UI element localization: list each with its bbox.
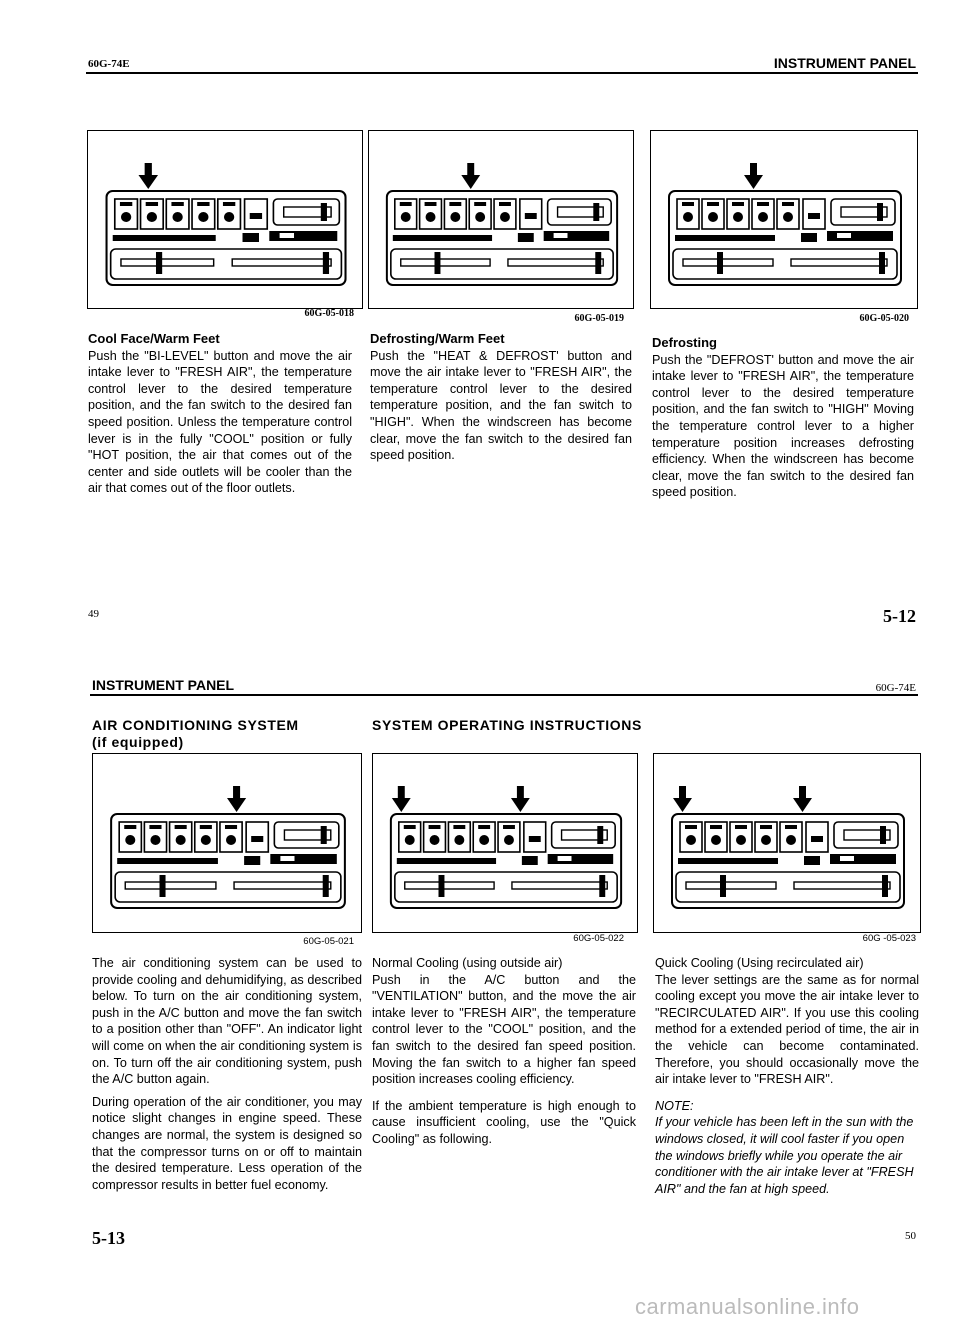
- mode-icon: [450, 212, 460, 222]
- scale-strip: [393, 235, 492, 241]
- off-label-mark: [280, 233, 294, 238]
- temp-lever-track: [121, 259, 214, 266]
- arrow-icon: [461, 175, 480, 189]
- mode-indicator: [404, 825, 416, 829]
- column-title: Defrosting/Warm Feet: [370, 331, 505, 346]
- fan-lever-knob: [323, 875, 329, 897]
- panel-group: [107, 163, 346, 285]
- mode-icon: [201, 835, 211, 845]
- arrow-icon: [227, 798, 246, 812]
- mode-indicator: [120, 202, 132, 206]
- page-number-right-top: 5-12: [883, 606, 916, 626]
- figure-caption: 60G-05-019: [574, 313, 624, 324]
- fan-lever-track: [794, 882, 890, 889]
- mode-indicator: [782, 202, 794, 206]
- panel-group: [669, 163, 901, 285]
- temp-lever-knob: [717, 252, 723, 274]
- panel-group: [391, 786, 621, 908]
- mode-icon: [405, 835, 415, 845]
- mode-indicator: [735, 825, 747, 829]
- column-text: Push the "DEFROST' button and move the air intake lever to "FRESH AIR", the temperature control lever to the desired temperature position, and the fan switch to "HIGH" Moving the temperature control lever to a higher temperature position increases defrosting efficiency. When the windscreen has become clear, move the fan switch to the desired fan speed position.: [652, 352, 914, 500]
- header-title-bottom: INSTRUMENT PANEL: [92, 677, 235, 693]
- mode-indicator: [682, 202, 694, 206]
- column-text: The air conditioning system can be used to provide cooling and dehumidifying, as described below. To turn on the air conditioning system, push in the A/C button and move the fan switch to a position other than "OFF". An indicator light will come on when the air conditioning system is on. To turn off the air conditioning system, push the A/C button again.: [92, 956, 362, 1087]
- mode-indicator: [225, 825, 237, 829]
- column-defrost-warm: [370, 331, 632, 464]
- intake-lever-knob: [321, 203, 327, 221]
- lever-panel: [673, 249, 897, 279]
- ac-label-mark: [811, 836, 823, 842]
- column-title: Cool Face/Warm Feet: [88, 331, 220, 346]
- intake-lever-knob: [593, 203, 599, 221]
- page-number-right-bottom: 50: [905, 1230, 916, 1242]
- mode-icon: [683, 212, 693, 222]
- fan-lever-track: [512, 882, 607, 889]
- section-title-line: AIR CONDITIONING SYSTEM: [92, 717, 299, 733]
- mode-indicator: [124, 825, 136, 829]
- off-label-mark: [558, 856, 572, 861]
- ac-label-mark: [529, 836, 541, 842]
- arrow-icon: [793, 798, 812, 812]
- arrow-stem: [398, 786, 405, 799]
- column-ac-description: [92, 955, 362, 1193]
- fan-scale: [544, 231, 610, 241]
- control-panel-illustration: [93, 754, 361, 932]
- column-quick-cooling: [655, 955, 919, 1197]
- mode-indicator: [175, 825, 187, 829]
- arrow-stem: [799, 786, 806, 799]
- mode-icon: [758, 212, 768, 222]
- mode-icon: [125, 835, 135, 845]
- temp-lever-track: [401, 259, 490, 266]
- doc-code-bottom: 60G-74E: [875, 682, 916, 694]
- mode-indicator: [503, 825, 515, 829]
- mode-icon: [454, 835, 464, 845]
- lever-panel: [115, 872, 341, 902]
- fan-lever-knob: [323, 252, 329, 274]
- fan-lever-track: [791, 259, 887, 266]
- off-label-mark: [837, 233, 851, 238]
- section-title-line: (if equipped): [92, 734, 184, 750]
- lever-panel: [111, 249, 342, 279]
- column-normal-cooling: [372, 955, 636, 1148]
- mode-indicator: [685, 825, 697, 829]
- control-panel-illustration: [373, 754, 637, 932]
- mode-icon: [475, 212, 485, 222]
- lever-panel: [676, 872, 900, 902]
- header-rule-bottom: [90, 694, 918, 696]
- scale-strip: [113, 235, 216, 241]
- mode-icon: [479, 835, 489, 845]
- figure-60g-05-023: [653, 753, 921, 933]
- fan-lever-track: [232, 259, 331, 266]
- control-panel-illustration: [654, 754, 920, 932]
- figure-60g-05-019: [368, 130, 634, 309]
- column-title: Defrosting: [652, 335, 717, 350]
- figure-60g-05-018: [87, 130, 363, 309]
- temp-lever-knob: [435, 252, 441, 274]
- off-label-mark: [840, 856, 854, 861]
- mode-indicator: [449, 202, 461, 206]
- figure-60g-05-021: [92, 753, 362, 933]
- mode-icon: [176, 835, 186, 845]
- watermark-footer: carmanualsonline.info: [635, 1294, 860, 1319]
- fan-lever-knob: [599, 875, 605, 897]
- arrow-stem: [517, 786, 524, 799]
- figure-caption: 60G-05-020: [859, 313, 909, 324]
- indicator-light: [518, 233, 534, 242]
- scale-strip: [678, 858, 778, 864]
- arrow-stem: [750, 163, 757, 176]
- ac-label-mark: [251, 836, 263, 842]
- figure-caption: 60G-05-018: [304, 308, 354, 319]
- arrow-stem: [467, 163, 474, 176]
- off-label-mark: [280, 856, 294, 861]
- panel-group: [672, 786, 904, 908]
- column-text: During operation of the air conditioner, you may notice slight changes in engine speed. These changes are normal, the system is designed so that the compressor turns on or off to maintain the desired temperature. Less operation of the compressor results in better fuel economy.: [92, 1094, 362, 1192]
- fan-scale: [548, 854, 614, 864]
- figure-caption: 60G -05-023: [862, 933, 916, 944]
- mode-icon: [786, 835, 796, 845]
- mode-icon: [426, 212, 436, 222]
- temp-lever-knob: [439, 875, 445, 897]
- mode-icon: [121, 212, 131, 222]
- column-cool-face: [88, 331, 352, 497]
- mode-indicator: [146, 202, 158, 206]
- ac-label-mark: [808, 213, 820, 219]
- mode-indicator: [710, 825, 722, 829]
- mode-indicator: [171, 202, 183, 206]
- indicator-light: [244, 856, 260, 865]
- mode-icon: [198, 212, 208, 222]
- mode-indicator: [499, 202, 511, 206]
- arrow-icon: [511, 798, 530, 812]
- column-text: Push the "HEAT & DEFROST' button and move the air intake lever to "FRESH AIR", the temperature control lever to the desired temperature position, and the fan switch to "HIGH". When the windscreen has become clear, move the fan switch to the desired fan speed position.: [370, 348, 632, 463]
- lever-panel: [395, 872, 617, 902]
- arrow-icon: [392, 798, 411, 812]
- arrow-stem: [233, 786, 240, 799]
- mode-icon: [686, 835, 696, 845]
- indicator-light: [804, 856, 820, 865]
- temp-lever-track: [683, 259, 773, 266]
- fan-scale: [270, 854, 336, 864]
- arrow-stem: [145, 163, 152, 176]
- control-panel-illustration: [369, 131, 633, 308]
- doc-code-top: 60G-74E: [88, 58, 130, 70]
- mode-indicator: [425, 202, 437, 206]
- column-title: Quick Cooling (Using recirculated air): [655, 956, 864, 970]
- note-text: If your vehicle has been left in the sun with the windows closed, it will cool faster if you open the windows briefly while you operate the air conditioner with the air intake lever at "FRESH AIR" and the fan at high speed.: [655, 1115, 914, 1196]
- mode-icon: [150, 835, 160, 845]
- arrow-icon: [744, 175, 763, 189]
- mode-icon: [736, 835, 746, 845]
- intake-lever-knob: [597, 826, 603, 844]
- mode-indicator: [400, 202, 412, 206]
- mode-icon: [733, 212, 743, 222]
- note-label: NOTE:: [655, 1098, 694, 1113]
- figure-60g-05-022: [372, 753, 638, 933]
- temp-lever-track: [686, 882, 776, 889]
- mode-indicator: [757, 202, 769, 206]
- mode-icon: [224, 212, 234, 222]
- scale-strip: [675, 235, 775, 241]
- mode-icon: [500, 212, 510, 222]
- lever-panel: [391, 249, 613, 279]
- mode-icon: [172, 212, 182, 222]
- indicator-light: [243, 233, 259, 242]
- column-text: The lever settings are the same as for normal cooling except you move the air intake lever to "RECIRCULATED AIR". If you use this cooling method for a extended period of time, the air in the vehicle can become contaminated. Therefore, you should occasionally move the air intake lever to "FRESH AIR".: [655, 972, 919, 1087]
- mode-indicator: [200, 825, 212, 829]
- temp-lever-knob: [156, 252, 162, 274]
- mode-icon: [430, 835, 440, 845]
- mode-indicator: [785, 825, 797, 829]
- panel-group: [387, 163, 617, 285]
- section-title-ac: [92, 717, 299, 751]
- column-defrosting: [652, 335, 914, 501]
- fan-lever-track: [234, 882, 331, 889]
- arrow-icon: [673, 798, 692, 812]
- fan-lever-knob: [879, 252, 885, 274]
- page-number-left-top: 49: [88, 608, 99, 620]
- section-title-operating: SYSTEM OPERATING INSTRUCTIONS: [372, 717, 642, 733]
- mode-indicator: [197, 202, 209, 206]
- mode-indicator: [478, 825, 490, 829]
- temp-lever-track: [125, 882, 216, 889]
- intake-lever-knob: [877, 203, 883, 221]
- mode-icon: [147, 212, 157, 222]
- mode-indicator: [474, 202, 486, 206]
- mode-indicator: [707, 202, 719, 206]
- mode-indicator: [223, 202, 235, 206]
- ac-label-mark: [525, 213, 537, 219]
- mode-icon: [401, 212, 411, 222]
- temp-lever-knob: [720, 875, 726, 897]
- temp-lever-track: [405, 882, 494, 889]
- control-panel-illustration: [651, 131, 917, 308]
- panel-group: [111, 786, 345, 908]
- fan-scale: [269, 231, 337, 241]
- column-text: Push in the A/C button and the "VENTILATION" button, and the move the air intake lever to "FRESH AIR", the temperature control lever to the "COOL" position, and the fan switch to the desired fan speed position. Moving the fan switch to a higher fan speed position increases cooling efficiency.: [372, 972, 636, 1087]
- page-number-left-bottom: 5-13: [92, 1228, 125, 1248]
- figure-caption: 60G-05-022: [573, 933, 624, 944]
- mode-icon: [711, 835, 721, 845]
- column-text: Push the "BI-LEVEL" button and move the air intake lever to "FRESH AIR", the temperature control lever to the desired temperature position, and the fan switch to the desired fan speed position. Unless the temperature control lever is in the fully "COOL" position or fully "HOT position, the air that comes out of the center and side outlets will be cooler than the air that comes out of the floor outlets.: [88, 348, 352, 496]
- figure-caption: 60G-05-021: [303, 936, 354, 947]
- header-title-top: INSTRUMENT PANEL: [773, 55, 916, 71]
- fan-scale: [827, 231, 893, 241]
- mode-indicator: [732, 202, 744, 206]
- arrow-stem: [679, 786, 686, 799]
- temp-lever-knob: [159, 875, 165, 897]
- mode-icon: [783, 212, 793, 222]
- header-rule-top: [86, 72, 918, 74]
- fan-lever-knob: [882, 875, 888, 897]
- intake-lever-knob: [321, 826, 327, 844]
- mode-icon: [761, 835, 771, 845]
- column-text: If the ambient temperature is high enough to cause insufficient cooling, use the "Quick Cooling" as following.: [372, 1098, 636, 1146]
- intake-lever-knob: [880, 826, 886, 844]
- ac-label-mark: [250, 213, 262, 219]
- indicator-light: [522, 856, 538, 865]
- indicator-light: [801, 233, 817, 242]
- arrow-icon: [138, 175, 158, 189]
- scale-strip: [397, 858, 496, 864]
- figure-60g-05-020: [650, 130, 918, 309]
- mode-indicator: [453, 825, 465, 829]
- mode-icon: [708, 212, 718, 222]
- mode-icon: [504, 835, 514, 845]
- fan-scale: [830, 854, 896, 864]
- mode-indicator: [760, 825, 772, 829]
- fan-lever-knob: [595, 252, 601, 274]
- control-panel-illustration: [88, 131, 362, 308]
- off-label-mark: [554, 233, 568, 238]
- scale-strip: [117, 858, 218, 864]
- mode-indicator: [429, 825, 441, 829]
- fan-lever-track: [508, 259, 603, 266]
- mode-icon: [226, 835, 236, 845]
- mode-indicator: [149, 825, 161, 829]
- column-title: Normal Cooling (using outside air): [372, 956, 563, 970]
